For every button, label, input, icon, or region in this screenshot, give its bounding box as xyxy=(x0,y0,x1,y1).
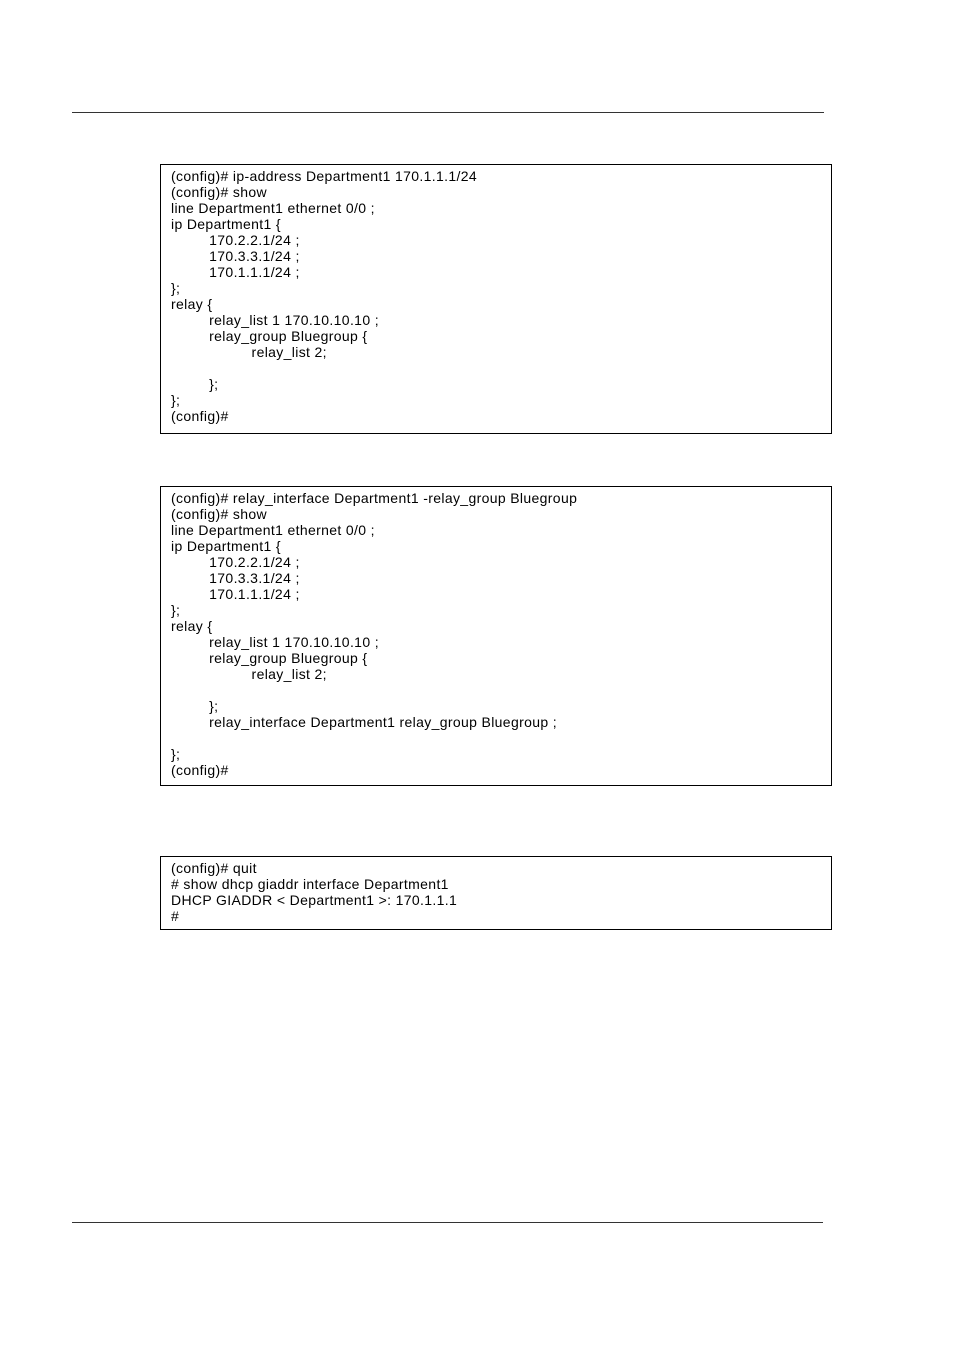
code-line: }; xyxy=(171,392,181,408)
code-line: }; xyxy=(171,376,219,392)
code-line: DHCP GIADDR < Department1 >: 170.1.1.1 xyxy=(171,892,458,908)
code-line: 170.1.1.1/24 ; xyxy=(171,264,300,280)
code-line: (config)# show xyxy=(171,506,267,522)
code-line: (config)# xyxy=(171,408,229,424)
code-line: relay_list 1 170.10.10.10 ; xyxy=(171,634,379,650)
code-line: # xyxy=(171,908,180,924)
code-listing-relay-interface xyxy=(160,486,832,786)
code-line xyxy=(171,360,831,376)
header-rule xyxy=(72,112,824,113)
code-line: relay_list 2; xyxy=(171,344,327,360)
code-line: relay { xyxy=(171,618,213,634)
code-listing-ip-address xyxy=(160,164,832,434)
code-line: 170.3.3.1/24 ; xyxy=(171,570,300,586)
footer-rule xyxy=(72,1222,823,1223)
code-line: 170.2.2.1/24 ; xyxy=(171,232,300,248)
code-line: (config)# relay_interface Department1 -relay_group Bluegroup xyxy=(171,490,578,506)
code-line: 170.1.1.1/24 ; xyxy=(171,586,300,602)
code-line: }; xyxy=(171,746,181,762)
code-line: relay_interface Department1 relay_group Bluegroup ; xyxy=(171,714,557,730)
code-line xyxy=(171,730,831,746)
code-line: }; xyxy=(171,698,219,714)
code-line: }; xyxy=(171,280,181,296)
code-line: (config)# show xyxy=(171,184,267,200)
code-line: 170.3.3.1/24 ; xyxy=(171,248,300,264)
code-line: 170.2.2.1/24 ; xyxy=(171,554,300,570)
code-line xyxy=(171,682,831,698)
code-line: relay_list 1 170.10.10.10 ; xyxy=(171,312,379,328)
code-line: ip Department1 { xyxy=(171,216,281,232)
code-line: (config)# quit xyxy=(171,860,257,876)
code-line: relay { xyxy=(171,296,213,312)
code-line: relay_list 2; xyxy=(171,666,327,682)
code-line: # show dhcp giaddr interface Department1 xyxy=(171,876,449,892)
code-line: relay_group Bluegroup { xyxy=(171,650,368,666)
code-line: (config)# xyxy=(171,762,229,778)
code-line: (config)# ip-address Department1 170.1.1.1/24 xyxy=(171,168,478,184)
code-line: relay_group Bluegroup { xyxy=(171,328,368,344)
code-line: }; xyxy=(171,602,181,618)
code-line: ip Department1 { xyxy=(171,538,281,554)
code-listing-show-dhcp-giaddr xyxy=(160,856,832,930)
code-line: line Department1 ethernet 0/0 ; xyxy=(171,522,375,538)
code-line: line Department1 ethernet 0/0 ; xyxy=(171,200,375,216)
